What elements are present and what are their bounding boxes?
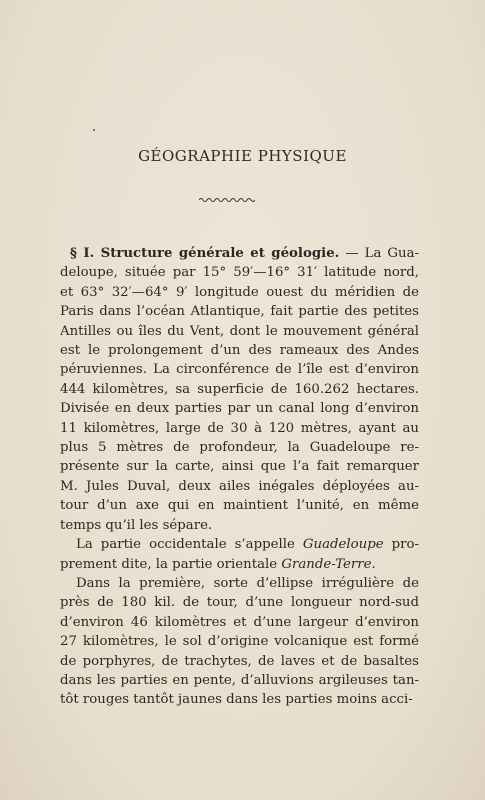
- place-name: Grande-Terre: [281, 556, 372, 572]
- text-line: [60, 477, 419, 496]
- section-heading: § I. Structure générale et géologie.: [70, 246, 340, 261]
- text-line: [60, 516, 419, 535]
- text-line: [60, 496, 419, 515]
- paragraph: [60, 574, 419, 710]
- text-run: 444 kilomètres, sa superficie de 160.262 hectares.: [60, 381, 419, 397]
- wavy-ornament: [199, 196, 255, 204]
- text-run: — La Gua-: [339, 246, 419, 261]
- paragraph: [60, 535, 419, 574]
- ink-speck: [93, 129, 95, 131]
- text-run: deloupe, située par 15° 59′—16° 31′ latitude nord,: [60, 265, 419, 281]
- text-line: [60, 341, 419, 360]
- text-run: temps qu’il les sépare.: [60, 517, 213, 533]
- text-run: 27 kilomètres, le sol d’origine volcanique est formé: [60, 634, 419, 650]
- text-run: M. Jules Duval, deux ailes inégales déployées au-: [60, 478, 419, 494]
- text-run: près de 180 kil. de tour, d’une longueur nord-sud: [60, 595, 419, 611]
- chapter-heading: GÉOGRAPHIE PHYSIQUE: [138, 147, 347, 165]
- text-line: [60, 302, 419, 321]
- text-run: tôt rouges tantôt jaunes dans les parties moins acci-: [60, 692, 413, 708]
- text-line: [60, 438, 419, 457]
- text-line: [60, 652, 419, 671]
- text-line: [60, 263, 419, 282]
- text-line: [60, 244, 419, 263]
- text-line: [60, 632, 419, 651]
- text-run: d’environ 46 kilomètres et d’une largeur d’environ: [60, 614, 419, 630]
- text-line: [60, 399, 419, 418]
- text-run: est le prolongement d’un des rameaux des Andes: [60, 343, 419, 359]
- text-line: [60, 593, 419, 612]
- text-run: et 63° 32′—64° 9′ longitude ouest du méridien de: [60, 284, 419, 300]
- text-line: [60, 419, 419, 438]
- text-run: Divisée en deux parties par un canal long d’environ: [60, 401, 419, 417]
- text-line: [60, 457, 419, 476]
- text-run: de porphyres, de trachytes, de laves et de basaltes: [60, 653, 419, 669]
- paragraph: [60, 244, 419, 535]
- text-line: [60, 690, 419, 709]
- text-run: péruviennes. La circonférence de l’île est d’environ: [60, 362, 419, 378]
- text-run: dans les parties en pente, d’alluvions argileuses tan-: [60, 672, 419, 688]
- text-line: [60, 283, 419, 302]
- text-run: Paris dans l’océan Atlantique, fait partie des petites: [60, 304, 419, 320]
- text-run: présente sur la carte, ainsi que l’a fait remarquer: [60, 459, 419, 475]
- text-run: tour d’un axe qui en maintient l’unité, en même: [60, 498, 419, 514]
- text-run: 11 kilomètres, large de 30 à 120 mètres, ayant au: [60, 420, 419, 436]
- text-line: [60, 380, 419, 399]
- body-text: [60, 244, 419, 710]
- text-line: [60, 322, 419, 341]
- text-run: pro-: [383, 537, 419, 553]
- text-run: plus 5 mètres de profondeur, la Guadeloupe re-: [60, 440, 419, 456]
- text-run: La partie occidentale s’appelle: [76, 537, 303, 553]
- text-line: [60, 671, 419, 690]
- text-run: Dans la première, sorte d’ellipse irrégulière de: [76, 575, 419, 591]
- text-line: [60, 574, 419, 593]
- text-run: prement dite, la partie orientale: [60, 556, 282, 572]
- text-line: [60, 555, 419, 574]
- text-line: [60, 360, 419, 379]
- text-line: [60, 535, 419, 554]
- place-name: Guadeloupe: [302, 537, 384, 553]
- text-run: .: [371, 556, 376, 572]
- text-run: Antilles ou îles du Vent, dont le mouvement général: [60, 323, 419, 339]
- text-line: [60, 613, 419, 632]
